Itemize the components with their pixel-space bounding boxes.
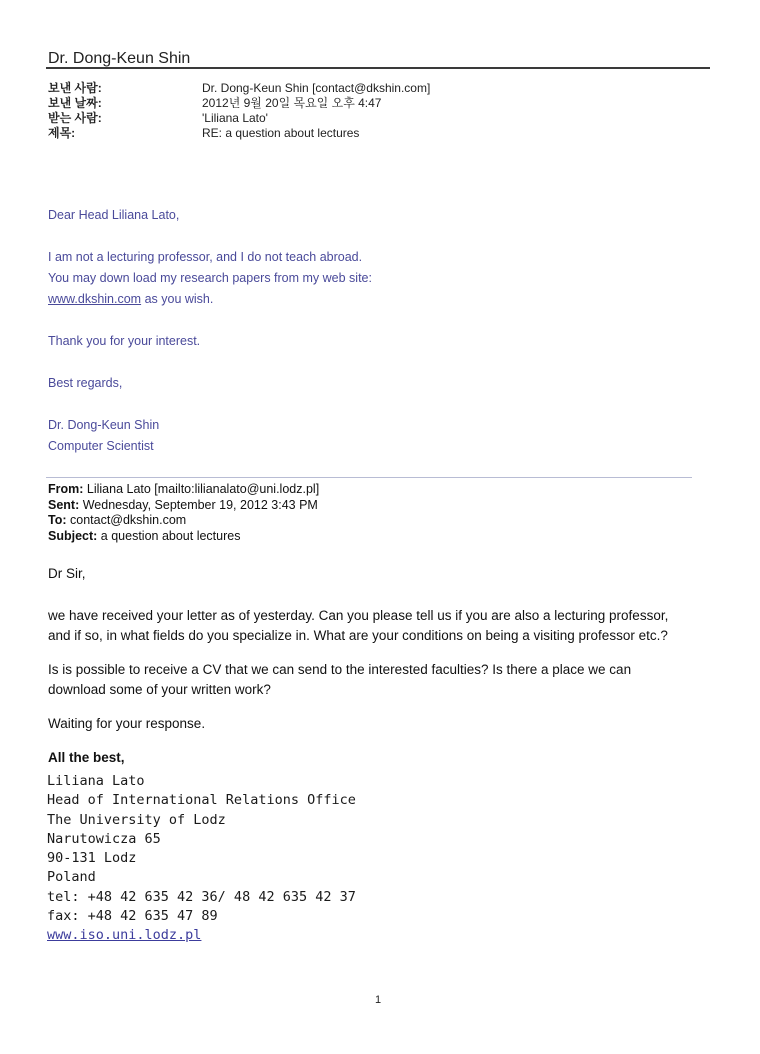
quoted-header (48, 482, 688, 544)
title-divider (46, 67, 710, 69)
quoted-to-value: contact@dkshin.com (66, 513, 187, 527)
original-para2-line2: download some of your written work? (48, 682, 271, 697)
header-value-to: 'Liliana Lato' (202, 111, 268, 125)
reply-thanks: Thank you for your interest. (48, 334, 201, 348)
original-closing: All the best, (48, 750, 125, 765)
quoted-sent-label: Sent: (48, 497, 80, 512)
header-label-to: 받는 사람: (48, 111, 102, 125)
header-label-date: 보낸 날짜: (48, 96, 102, 110)
quoted-subject-row (48, 529, 688, 545)
email-header (48, 81, 688, 141)
signature-position: Head of International Relations Office (47, 792, 356, 809)
quoted-sent-value: Wednesday, September 19, 2012 3:43 PM (79, 497, 318, 512)
original-para1-line2: and if so, in what fields do you specialize in. What are your conditions on being a visiting professor etc.? (48, 628, 668, 643)
header-value-date: 2012년 9월 20일 목요일 오후 4:47 (202, 96, 382, 110)
signature-fax: fax: +48 42 635 47 89 (47, 908, 218, 925)
reply-greeting: Dear Head Liliana Lato, (48, 208, 180, 222)
original-para1-line1: we have received your letter as of yesterday. Can you please tell us if you are also a lecturing professor, (48, 608, 669, 623)
reply-signature-title: Computer Scientist (48, 439, 154, 453)
header-label-from: 보낸 사람: (48, 81, 102, 95)
quoted-to-row (48, 513, 688, 529)
reply-line-2: You may down load my research papers from my web site: (48, 271, 372, 285)
original-salutation: Dr Sir, (48, 566, 86, 581)
website-link[interactable]: www.dkshin.com (48, 292, 142, 306)
header-value-subject: RE: a question about lectures (202, 126, 360, 140)
signature-website-link[interactable]: www.iso.uni.lodz.pl (47, 927, 202, 944)
signature-university: The University of Lodz (47, 811, 226, 828)
signature-website-row (47, 926, 547, 945)
page-number: 1 (374, 994, 382, 1006)
sender-title: Dr. Dong-Keun Shin (48, 50, 191, 67)
reply-closing: Best regards, (48, 376, 123, 390)
signature-tel: tel: +48 42 635 42 36/ 48 42 635 42 37 (47, 888, 356, 905)
header-label-subject: 제목: (48, 126, 76, 140)
quoted-from-row (48, 482, 688, 498)
reply-line-1: I am not a lecturing professor, and I do not teach abroad. (48, 250, 363, 264)
header-row-subject (48, 126, 688, 141)
reply-line-3 (48, 289, 668, 310)
reply-body (48, 205, 668, 457)
signature-postal-city: 90-131 Lodz (47, 850, 137, 867)
header-value-from: Dr. Dong-Keun Shin [contact@dkshin.com] (202, 81, 431, 95)
quoted-sent-row (48, 498, 688, 514)
quote-divider (46, 477, 692, 478)
signature-name: Liliana Lato (47, 773, 145, 789)
quoted-to-label: To: (48, 513, 67, 527)
original-para2-line1: Is is possible to receive a CV that we can send to the interested faculties? Is there a place we can (48, 662, 632, 677)
quoted-subject-value: a question about lectures (97, 528, 241, 543)
original-signature (47, 772, 547, 946)
signature-country: Poland (47, 869, 96, 886)
quoted-subject-label: Subject: (48, 528, 98, 543)
header-row-from (48, 81, 688, 96)
quoted-from-value: Liliana Lato [mailto:lilianalato@uni.lodz.pl] (83, 482, 320, 496)
quoted-from-label: From: (48, 482, 84, 496)
reply-signature-name: Dr. Dong-Keun Shin (48, 418, 160, 432)
reply-line-3-rest: as you wish. (141, 292, 214, 306)
header-row-to (48, 111, 688, 126)
original-waiting: Waiting for your response. (48, 716, 206, 731)
signature-street: Narutowicza 65 (47, 830, 161, 847)
header-row-date (48, 96, 688, 111)
original-message-body (48, 564, 728, 768)
